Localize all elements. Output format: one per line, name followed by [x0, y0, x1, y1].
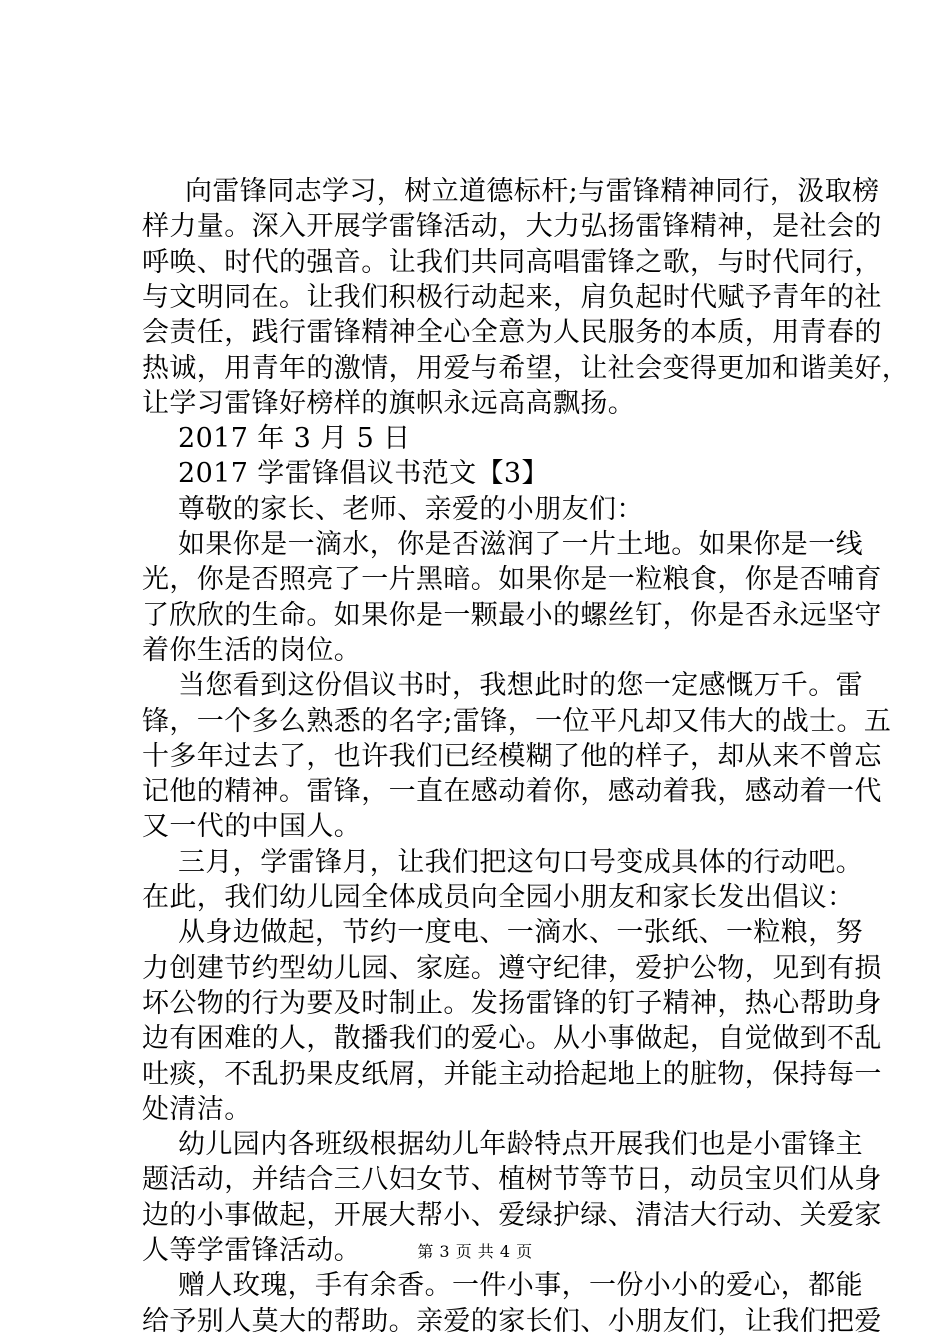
text-line: 了欣欣的生命。如果你是一颗最小的螺丝钉，你是否永远坚守	[142, 599, 882, 631]
text-line: 在此，我们幼儿园全体成员向全园小朋友和家长发出倡议：	[142, 882, 855, 913]
text-line: 光，你是否照亮了一片黑暗。如果你是一粒粮食，你是否哺育	[142, 564, 882, 596]
text-line: 当您看到这份倡议书时，我想此时的您一定感慨万千。雷	[178, 670, 863, 702]
text-line: 记他的精神。雷锋，一直在感动着你，感动着我，感动着一代	[142, 776, 882, 808]
page-footer: 第 3 页 共 4 页	[417, 1242, 533, 1261]
text-line: 让学习雷锋好榜样的旗帜永远高高飘扬。	[142, 387, 636, 419]
text-line: 2017 学雷锋倡议书范文【3】	[178, 458, 549, 490]
text-line: 给予别人莫大的帮助。亲爱的家长们、小朋友们，让我们把爱	[142, 1305, 882, 1337]
text-line: 边的小事做起，开展大帮小、爱绿护绿、清洁大行动、关爱家	[142, 1199, 882, 1231]
text-line: 2017 年 3 月 5 日	[178, 423, 411, 455]
text-line: 吐痰，不乱扔果皮纸屑，并能主动拾起地上的脏物，保持每一	[142, 1058, 882, 1090]
text-line: 从身边做起，节约一度电、一滴水、一张纸、一粒粮，努	[178, 917, 863, 949]
text-line: 锋，一个多么熟悉的名字;雷锋，一位平凡却又伟大的战士。五	[142, 705, 892, 737]
text-line: 向雷锋同志学习，树立道德标杆;与雷锋精神同行，汲取榜	[185, 176, 880, 207]
text-line: 题活动，并结合三八妇女节、植树节等节日，动员宝贝们从身	[142, 1164, 882, 1196]
text-line: 如果你是一滴水，你是否滋润了一片土地。如果你是一线	[178, 529, 863, 560]
text-line: 边有困难的人，散播我们的爱心。从小事做起，自觉做到不乱	[142, 1023, 882, 1055]
text-line: 呼唤、时代的强音。让我们共同高唱雷锋之歌，与时代同行，	[142, 246, 882, 278]
text-line: 幼儿园内各班级根据幼儿年龄特点开展我们也是小雷锋主	[178, 1129, 863, 1161]
text-line: 力创建节约型幼儿园、家庭。遵守纪律，爱护公物，见到有损	[142, 952, 882, 984]
text-line: 人等学雷锋活动。	[142, 1235, 362, 1266]
text-line: 着你生活的岗位。	[142, 634, 362, 666]
text-line: 热诚，用青年的激情，用爱与希望，让社会变得更加和谐美好，	[142, 352, 910, 384]
text-line: 尊敬的家长、老师、亲爱的小朋友们：	[178, 493, 644, 525]
text-line: 又一代的中国人。	[142, 811, 362, 843]
text-line: 十多年过去了，也许我们已经模糊了他的样子，却从来不曾忘	[142, 740, 882, 772]
text-line: 坏公物的行为要及时制止。发扬雷锋的钉子精神，热心帮助身	[142, 987, 882, 1019]
text-line: 样力量。深入开展学雷锋活动，大力弘扬雷锋精神，是社会的	[142, 211, 882, 243]
text-line: 与文明同在。让我们积极行动起来，肩负起时代赋予青年的社	[142, 281, 882, 313]
text-line: 会责任，践行雷锋精神全心全意为人民服务的本质，用青春的	[142, 317, 882, 349]
text-line: 处清洁。	[142, 1093, 252, 1125]
text-line: 赠人玫瑰，手有余香。一件小事，一份小小的爱心，都能	[178, 1270, 863, 1302]
text-line: 三月，学雷锋月，让我们把这句口号变成具体的行动吧。	[178, 846, 863, 878]
